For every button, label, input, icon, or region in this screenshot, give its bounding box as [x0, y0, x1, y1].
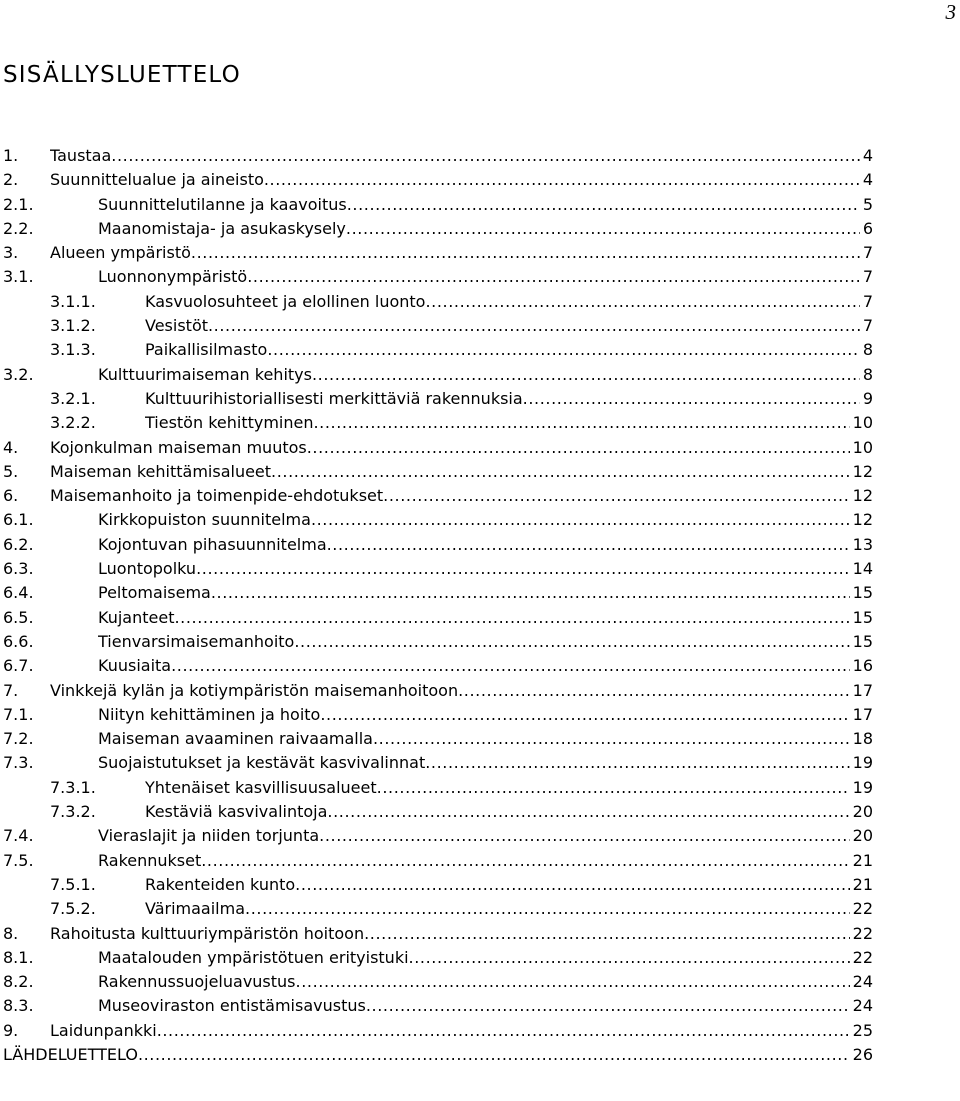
- toc-leader-dots: [425, 290, 859, 314]
- toc-entry[interactable]: [0, 1043, 873, 1067]
- toc-entry-title: Paikallisilmasto: [145, 340, 268, 360]
- toc-entry[interactable]: [0, 338, 873, 362]
- toc-entry-line: [98, 557, 873, 581]
- toc-entry-page: 12: [852, 461, 873, 481]
- toc-leader-dots: [245, 897, 850, 921]
- toc-entry-number: 7.3.2.: [50, 802, 96, 822]
- toc-entry-line: [50, 1019, 873, 1043]
- toc-entry[interactable]: [0, 411, 873, 435]
- toc-entry-line: [98, 994, 873, 1018]
- toc-entry-page: 14: [852, 559, 873, 579]
- toc-entry-page: 22: [852, 899, 873, 919]
- toc-entry-number: 6.2.: [3, 534, 34, 554]
- toc-entry-title: Vinkkejä kylän ja kotiympäristön maisemanhoitoon: [50, 680, 459, 700]
- toc-leader-dots: [201, 849, 849, 873]
- toc-entry[interactable]: [0, 776, 873, 800]
- toc-entry-page: 12: [852, 486, 873, 506]
- toc-entry-page: 22: [852, 923, 873, 943]
- toc-entry-line: [50, 144, 873, 168]
- toc-heading: SISÄLLYSLUETTELO: [3, 62, 241, 88]
- toc-entry-page: 4: [862, 146, 873, 165]
- toc-entry-page: 17: [852, 680, 873, 700]
- toc-entry-title: Luontopolku: [98, 559, 197, 579]
- toc-entry-title: Tienvarsimaisemanhoito: [98, 631, 295, 651]
- toc-leader-dots: [347, 193, 860, 217]
- toc-leader-dots: [425, 751, 849, 775]
- toc-entry-line: [98, 946, 873, 970]
- toc-entry-title: Suunnittelualue ja aineisto: [50, 170, 264, 190]
- toc-entry[interactable]: [0, 606, 873, 630]
- toc-entry-line: [98, 630, 873, 654]
- toc-entry-title: Kulttuurihistoriallisesti merkittäviä rakennuksia: [145, 388, 523, 408]
- toc-leader-dots: [320, 703, 849, 727]
- toc-entry[interactable]: [0, 557, 873, 581]
- toc-entry-page: 7: [862, 316, 873, 336]
- toc-leader-dots: [366, 994, 850, 1018]
- toc-entry[interactable]: [0, 679, 873, 703]
- toc-entry-title: Värimaailma: [145, 899, 246, 919]
- toc-entry[interactable]: [0, 290, 873, 314]
- toc-entry[interactable]: [0, 314, 873, 338]
- toc-entry[interactable]: [0, 922, 873, 946]
- toc-entry-line: [98, 654, 873, 678]
- toc-entry-number: 6.6.: [3, 631, 34, 651]
- toc-entry-line: [145, 338, 873, 362]
- toc-entry[interactable]: [0, 363, 873, 387]
- toc-entry-line: [145, 314, 873, 338]
- toc-entry-number: 4.: [3, 437, 19, 457]
- toc-entry-page: 21: [852, 850, 873, 870]
- toc-entry-number: 3.1.2.: [50, 316, 96, 336]
- toc-entry-line: [50, 460, 873, 484]
- toc-entry-number: 6.5.: [3, 607, 34, 627]
- toc-entry-number: 6.: [3, 486, 19, 506]
- toc-entry-page: 20: [852, 826, 873, 846]
- toc-entry-line: [98, 606, 873, 630]
- toc-entry-page: 24: [852, 996, 873, 1016]
- toc-entry-line: [98, 751, 873, 775]
- toc-entry-page: 8: [862, 340, 873, 360]
- toc-entry[interactable]: [0, 168, 873, 192]
- toc-entry-title: Kojontuvan pihasuunnitelma: [98, 534, 327, 554]
- toc-leader-dots: [458, 679, 850, 703]
- toc-entry-line: [50, 922, 873, 946]
- toc-entry[interactable]: [0, 484, 873, 508]
- toc-entry-number: 3.: [3, 243, 19, 263]
- toc-entry-title: Suunnittelutilanne ja kaavoitus: [98, 194, 347, 214]
- toc-entry[interactable]: [0, 217, 873, 241]
- toc-entry-number: 3.1.3.: [50, 340, 96, 360]
- toc-entry[interactable]: [0, 436, 873, 460]
- toc-entry[interactable]: [0, 824, 873, 848]
- toc-entry-title: Maiseman avaaminen raivaamalla: [98, 729, 373, 749]
- toc-entry-title: Museoviraston entistämisavustus: [98, 996, 366, 1016]
- toc-entry-number: 2.1.: [3, 194, 34, 214]
- toc-entry-title: Alueen ympäristö: [50, 243, 191, 263]
- toc-entry-page: 15: [852, 607, 873, 627]
- toc-entry[interactable]: [0, 533, 873, 557]
- toc-entry[interactable]: [0, 873, 873, 897]
- toc-entry-page: 19: [852, 777, 873, 797]
- toc-entry-number: 7.1.: [3, 704, 34, 724]
- toc-entry[interactable]: [0, 849, 873, 873]
- toc-entry-line: [98, 970, 873, 994]
- toc-leader-dots: [294, 630, 849, 654]
- toc-leader-dots: [267, 338, 859, 362]
- toc-entry-page: 19: [852, 753, 873, 773]
- toc-entry-number: 1.: [3, 146, 19, 165]
- toc-entry[interactable]: [0, 800, 873, 824]
- toc-entry-page: 5: [862, 194, 873, 214]
- toc-entry-page: 26: [852, 1044, 873, 1064]
- toc-entry-number: 8.: [3, 923, 19, 943]
- toc-entry-title: Maanomistaja- ja asukaskysely: [98, 218, 346, 238]
- toc-entry-line: [98, 727, 873, 751]
- toc-leader-dots: [271, 460, 850, 484]
- toc-entry-title: Rakennussuojeluavustus: [98, 972, 296, 992]
- toc-entry-number: 7.2.: [3, 729, 34, 749]
- toc-entry-page: 20: [852, 802, 873, 822]
- toc-entry-page: 13: [852, 534, 873, 554]
- toc-entry-title: Kuusiaita: [98, 656, 172, 676]
- toc-entry-title: Suojaistutukset ja kestävät kasvivalinnat: [98, 753, 426, 773]
- toc-entry-title: Rakennukset: [98, 850, 202, 870]
- toc-entry-line: [98, 363, 873, 387]
- toc-leader-dots: [196, 557, 850, 581]
- toc-leader-dots: [346, 217, 860, 241]
- toc-entry[interactable]: [0, 727, 873, 751]
- toc-entry-line: [50, 679, 873, 703]
- toc-leader-dots: [307, 436, 850, 460]
- toc-entry-page: 15: [852, 583, 873, 603]
- toc-leader-dots: [211, 581, 850, 605]
- toc-entry-line: [50, 436, 873, 460]
- toc-leader-dots: [157, 1019, 850, 1043]
- toc-leader-dots: [111, 144, 860, 168]
- toc-entry-line: [145, 411, 873, 435]
- toc-entry[interactable]: [0, 460, 873, 484]
- toc-entry-line: [50, 241, 873, 265]
- toc-entry-title: Taustaa: [50, 146, 112, 165]
- toc-entry-title: Maatalouden ympäristötuen erityistuki: [98, 947, 409, 967]
- toc-entry-number: 7.5.2.: [50, 899, 96, 919]
- toc-entry-page: 22: [852, 947, 873, 967]
- toc-entry-page: 10: [852, 413, 873, 433]
- toc-entry-page: 25: [852, 1020, 873, 1040]
- toc-leader-dots: [311, 508, 850, 532]
- toc-leader-dots: [327, 533, 850, 557]
- toc-entry-number: 8.1.: [3, 947, 34, 967]
- toc-entry-title: Kulttuurimaiseman kehitys: [98, 364, 312, 384]
- toc-entry-page: 10: [852, 437, 873, 457]
- toc-entry-title: Peltomaisema: [98, 583, 211, 603]
- toc-entry-line: [98, 824, 873, 848]
- toc-entry-page: 17: [852, 704, 873, 724]
- toc-leader-dots: [295, 873, 849, 897]
- toc-leader-dots: [312, 363, 860, 387]
- toc-entry-line: [50, 484, 873, 508]
- toc-entry-line: [98, 217, 873, 241]
- toc-entry-line: [145, 873, 873, 897]
- toc-leader-dots: [383, 484, 850, 508]
- toc-entry[interactable]: [0, 508, 873, 532]
- toc-entry-page: 4: [862, 170, 873, 190]
- toc-entry-page: 7: [862, 243, 873, 263]
- toc-entry-number: 7.5.1.: [50, 874, 96, 894]
- toc-leader-dots: [364, 922, 850, 946]
- toc-entry-page: 12: [852, 510, 873, 530]
- toc-entry-number: 6.7.: [3, 656, 34, 676]
- toc-entry[interactable]: [0, 994, 873, 1018]
- toc-leader-dots: [373, 727, 850, 751]
- toc-entry-title: Yhtenäiset kasvillisuusalueet: [145, 777, 377, 797]
- toc-entry-line: [98, 193, 873, 217]
- toc-entry-title: Kirkkopuiston suunnitelma: [98, 510, 311, 530]
- toc-leader-dots: [171, 654, 850, 678]
- toc-entry-page: 7: [862, 267, 873, 287]
- toc-entry-page: 6: [862, 218, 873, 238]
- toc-entry-line: [98, 533, 873, 557]
- toc-entry-number: 8.2.: [3, 972, 34, 992]
- toc-entry-page: 18: [852, 729, 873, 749]
- toc-entry-number: 3.1.: [3, 267, 34, 287]
- toc-entry-page: 16: [852, 656, 873, 676]
- toc-entry-title: Vieraslajit ja niiden torjunta: [98, 826, 320, 846]
- toc-entry[interactable]: [0, 751, 873, 775]
- toc-entry-number: 6.4.: [3, 583, 34, 603]
- toc-entry-number: 7.4.: [3, 826, 34, 846]
- toc-leader-dots: [264, 168, 860, 192]
- toc-entry-number: 5.: [3, 461, 19, 481]
- toc-entry-title: Luonnonympäristö: [98, 267, 248, 287]
- toc-entry-title: Kojonkulman maiseman muutos: [50, 437, 307, 457]
- toc-entry-number: 3.2.: [3, 364, 34, 384]
- toc-entry-title: Maisemanhoito ja toimenpide-ehdotukset: [50, 486, 384, 506]
- toc-entry[interactable]: [0, 630, 873, 654]
- toc-leader-dots: [296, 970, 850, 994]
- toc-entry[interactable]: [0, 581, 873, 605]
- toc-entry-title: Vesistöt: [145, 316, 208, 336]
- toc-entry-title: Maiseman kehittämisalueet: [50, 461, 272, 481]
- toc-entry[interactable]: [0, 946, 873, 970]
- toc-entry-number: 2.: [3, 170, 19, 190]
- toc-entry-number: 7.3.1.: [50, 777, 96, 797]
- toc-entry-title: Rakenteiden kunto: [145, 874, 296, 894]
- toc-entry-line: [50, 168, 873, 192]
- toc-entry-page: 7: [862, 291, 873, 311]
- toc-entry-title: Niityn kehittäminen ja hoito: [98, 704, 321, 724]
- toc-entry-number: 6.3.: [3, 559, 34, 579]
- toc-entry-page: 15: [852, 631, 873, 651]
- toc-entry-line: [145, 290, 873, 314]
- toc-entry-title: Kujanteet: [98, 607, 175, 627]
- toc-leader-dots: [208, 314, 860, 338]
- toc-entry[interactable]: [0, 970, 873, 994]
- toc-entry[interactable]: [0, 703, 873, 727]
- toc-leader-dots: [314, 411, 850, 435]
- toc-leader-dots: [191, 241, 860, 265]
- toc-entry-title: Kestäviä kasvivalintoja: [145, 802, 328, 822]
- toc-entry-title: Laidunpankki: [50, 1020, 157, 1040]
- toc-entry-number: 7.: [3, 680, 19, 700]
- toc-entry-line: [145, 387, 873, 411]
- toc-leader-dots: [319, 824, 850, 848]
- toc-entry-number: 9.: [3, 1020, 19, 1040]
- toc-entry[interactable]: [0, 144, 873, 168]
- toc-entry-line: [98, 508, 873, 532]
- toc-leader-dots: [523, 387, 860, 411]
- toc-entry-number: 2.2.: [3, 218, 34, 238]
- toc-entry[interactable]: [0, 241, 873, 265]
- toc-entry-line: [98, 849, 873, 873]
- toc-entry-title: LÄHDELUETTELO: [3, 1044, 138, 1064]
- toc-entry-number: 6.1.: [3, 510, 34, 530]
- toc-entry-number: 7.5.: [3, 850, 34, 870]
- toc-entry[interactable]: [0, 654, 873, 678]
- toc-leader-dots: [327, 800, 849, 824]
- toc-entry-line: [145, 897, 873, 921]
- toc-entry-title: Kasvuolosuhteet ja elollinen luonto: [145, 291, 426, 311]
- toc-entry-page: 21: [852, 874, 873, 894]
- toc-entry-line: [145, 800, 873, 824]
- toc-leader-dots: [409, 946, 850, 970]
- toc-entry[interactable]: [0, 897, 873, 921]
- page-number: 3: [945, 0, 956, 24]
- toc-entry[interactable]: [0, 265, 873, 289]
- toc-leader-dots: [247, 265, 860, 289]
- toc-entry[interactable]: [0, 387, 873, 411]
- table-of-contents: [0, 144, 873, 1067]
- toc-leader-dots: [174, 606, 849, 630]
- toc-entry-line: [98, 703, 873, 727]
- toc-entry-title: Rahoitusta kulttuuriympäristön hoitoon: [50, 923, 365, 943]
- toc-entry-page: 9: [862, 388, 873, 408]
- toc-entry-number: 7.3.: [3, 753, 34, 773]
- toc-entry-line: [145, 776, 873, 800]
- toc-entry-number: 3.2.1.: [50, 388, 96, 408]
- toc-entry-title: Tiestön kehittyminen: [145, 413, 314, 433]
- toc-entry-number: 3.2.2.: [50, 413, 96, 433]
- toc-entry[interactable]: [0, 1019, 873, 1043]
- toc-entry-line: [98, 581, 873, 605]
- toc-leader-dots: [138, 1043, 850, 1067]
- toc-entry-line: [3, 1043, 873, 1067]
- toc-entry[interactable]: [0, 193, 873, 217]
- toc-entry-line: [98, 265, 873, 289]
- toc-entry-number: 8.3.: [3, 996, 34, 1016]
- toc-leader-dots: [377, 776, 850, 800]
- toc-entry-page: 24: [852, 972, 873, 992]
- toc-entry-page: 8: [862, 364, 873, 384]
- toc-entry-number: 3.1.1.: [50, 291, 96, 311]
